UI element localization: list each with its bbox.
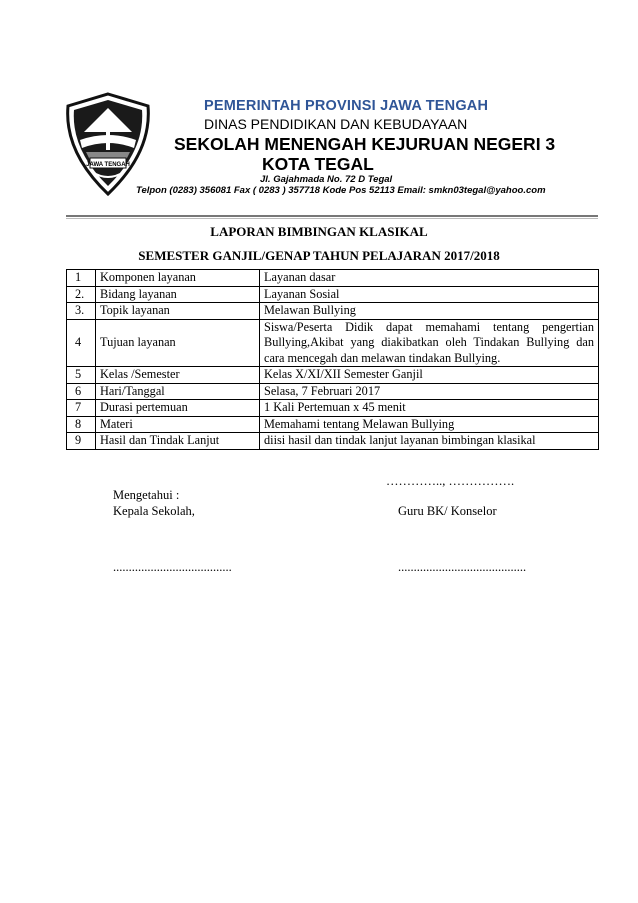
report-subtitle: SEMESTER GANJIL/GENAP TAHUN PELAJARAN 2017/2018	[138, 248, 500, 263]
row-value: Kelas X/XI/XII Semester Ganjil	[260, 367, 599, 384]
row-value: Selasa, 7 Februari 2017	[260, 383, 599, 400]
header-divider	[66, 215, 598, 217]
row-label: Tujuan layanan	[96, 319, 260, 367]
row-number: 6	[67, 383, 96, 400]
counselor-label: Guru BK/ Konselor	[398, 504, 497, 518]
table-row	[67, 270, 599, 287]
principal-label: Kepala Sekolah,	[113, 504, 195, 518]
letterhead-province: PEMERINTAH PROVINSI JAWA TENGAH	[204, 98, 489, 114]
header-divider-thin	[66, 218, 598, 219]
table-row	[67, 319, 599, 367]
letterhead-address: Jl. Gajahmada No. 72 D Tegal	[260, 174, 393, 185]
report-title: LAPORAN BIMBINGAN KLASIKAL	[210, 224, 428, 239]
row-value: diisi hasil dan tindak lanjut layanan bimbingan klasikal	[260, 433, 599, 450]
row-value: 1 Kali Pertemuan x 45 menit	[260, 400, 599, 417]
row-value: Memahami tentang Melawan Bullying	[260, 416, 599, 433]
row-label: Komponen layanan	[96, 270, 260, 287]
table-row	[67, 383, 599, 400]
table-row	[67, 400, 599, 417]
row-number: 7	[67, 400, 96, 417]
row-value: Siswa/Peserta Didik dapat memahami tentang pengertian Bullying,Akibat yang diakibatkan oleh Tindakan Bullying dan cara mencegah dan melawan tindakan Bullying.	[260, 319, 599, 367]
row-label: Kelas /Semester	[96, 367, 260, 384]
row-number: 8	[67, 416, 96, 433]
row-label: Topik layanan	[96, 303, 260, 320]
row-number: 3.	[67, 303, 96, 320]
counselor-signature-line: .........................................	[398, 560, 527, 574]
row-value: Layanan Sosial	[260, 286, 599, 303]
province-logo	[62, 92, 154, 196]
row-value: Layanan dasar	[260, 270, 599, 287]
letterhead-contact: Telpon (0283) 356081 Fax ( 0283 ) 357718 Kode Pos 52113 Email: smkn03tegal@yahoo.com	[136, 185, 546, 196]
table-row	[67, 286, 599, 303]
letterhead-city: KOTA TEGAL	[262, 154, 374, 174]
row-label: Materi	[96, 416, 260, 433]
logo-lettering: JAWA TENGAH	[86, 162, 130, 168]
row-number: 4	[67, 319, 96, 367]
table-row	[67, 303, 599, 320]
row-number: 1	[67, 270, 96, 287]
row-number: 5	[67, 367, 96, 384]
row-label: Durasi pertemuan	[96, 400, 260, 417]
acknowledged-label: Mengetahui :	[113, 488, 180, 502]
row-label: Hari/Tanggal	[96, 383, 260, 400]
row-number: 2.	[67, 286, 96, 303]
principal-signature-line: ......................................	[113, 560, 232, 574]
table-row	[67, 433, 599, 450]
row-number: 9	[67, 433, 96, 450]
row-value: Melawan Bullying	[260, 303, 599, 320]
row-label: Hasil dan Tindak Lanjut	[96, 433, 260, 450]
table-row	[67, 416, 599, 433]
table-row	[67, 367, 599, 384]
report-table	[66, 269, 599, 450]
row-label: Bidang layanan	[96, 286, 260, 303]
letterhead-agency: DINAS PENDIDIKAN DAN KEBUDAYAAN	[204, 116, 468, 132]
place-date: ………….., …………….	[386, 474, 515, 488]
letterhead-school: SEKOLAH MENENGAH KEJURUAN NEGERI 3	[174, 134, 556, 154]
